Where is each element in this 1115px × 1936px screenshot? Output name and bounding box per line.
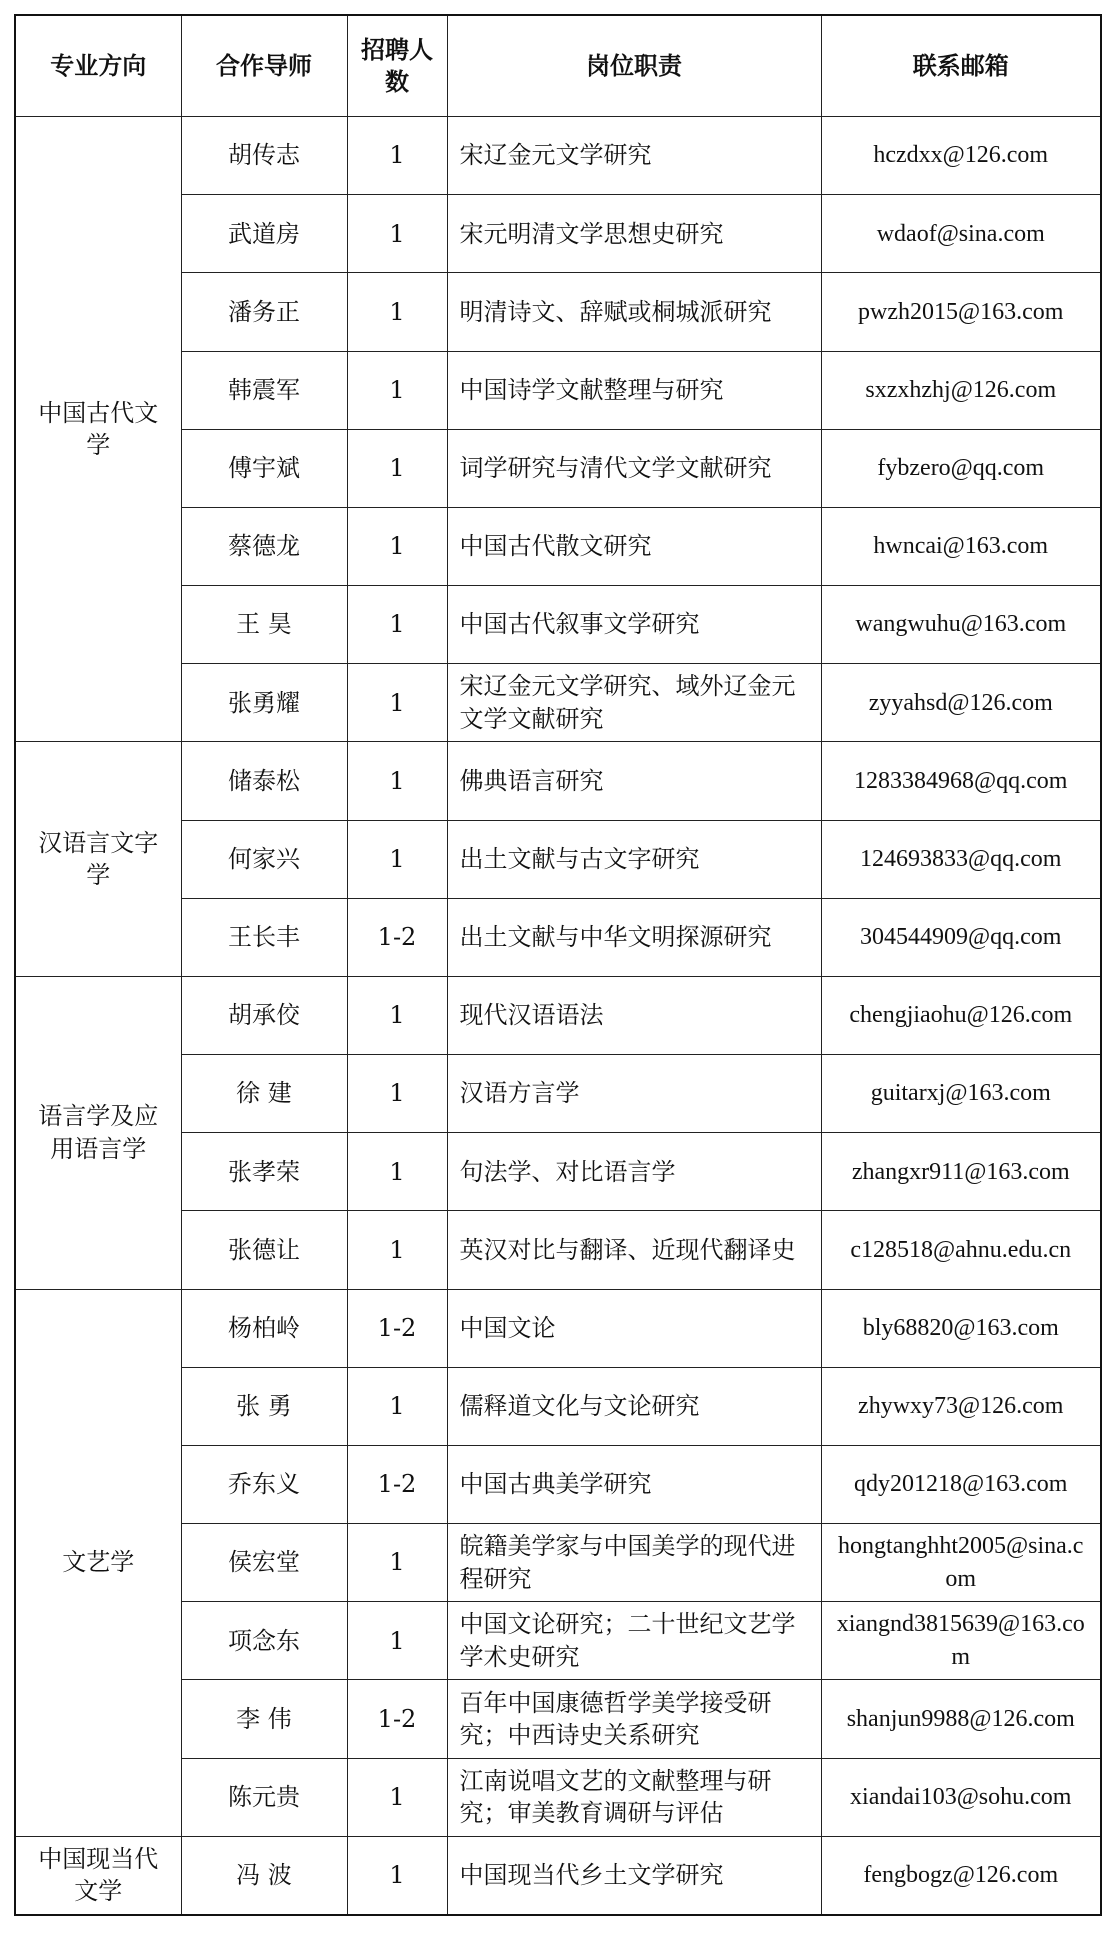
count-cell: 1 (347, 1836, 447, 1915)
mentor-cell: 蔡德龙 (181, 507, 347, 585)
email-cell: fengbogz@126.com (821, 1836, 1101, 1915)
duty-cell: 皖籍美学家与中国美学的现代进程研究 (447, 1524, 821, 1602)
table-row (15, 1836, 1101, 1915)
duty-cell: 中国古代叙事文学研究 (447, 586, 821, 664)
header-mentor: 合作导师 (181, 15, 347, 117)
email-cell: shanjun9988@126.com (821, 1680, 1101, 1758)
duty-cell: 现代汉语语法 (447, 976, 821, 1054)
count-cell: 1-2 (347, 1289, 447, 1367)
major-cell: 语言学及应用语言学 (15, 976, 181, 1289)
mentor-cell: 项念东 (181, 1602, 347, 1680)
mentor-cell: 武道房 (181, 195, 347, 273)
duty-cell: 儒释道文化与文论研究 (447, 1367, 821, 1445)
major-cell: 汉语言文字学 (15, 742, 181, 977)
count-cell: 1-2 (347, 1445, 447, 1523)
duty-cell: 佛典语言研究 (447, 742, 821, 820)
email-cell: hwncai@163.com (821, 507, 1101, 585)
email-cell: c128518@ahnu.edu.cn (821, 1211, 1101, 1289)
duty-cell: 出土文献与中华文明探源研究 (447, 898, 821, 976)
mentor-cell: 张 勇 (181, 1367, 347, 1445)
email-cell: qdy201218@163.com (821, 1445, 1101, 1523)
table-body (15, 117, 1101, 1916)
email-cell: wangwuhu@163.com (821, 586, 1101, 664)
mentor-cell: 储泰松 (181, 742, 347, 820)
mentor-cell: 张勇耀 (181, 664, 347, 742)
email-cell: pwzh2015@163.com (821, 273, 1101, 351)
mentor-cell: 王长丰 (181, 898, 347, 976)
duty-cell: 宋辽金元文学研究、域外辽金元文学文献研究 (447, 664, 821, 742)
major-cell: 中国古代文学 (15, 117, 181, 742)
count-cell: 1-2 (347, 1680, 447, 1758)
count-cell: 1 (347, 586, 447, 664)
mentor-cell: 胡传志 (181, 117, 347, 195)
count-cell: 1 (347, 742, 447, 820)
count-cell: 1 (347, 273, 447, 351)
duty-cell: 宋元明清文学思想史研究 (447, 195, 821, 273)
mentor-cell: 乔东义 (181, 1445, 347, 1523)
count-cell: 1 (347, 351, 447, 429)
email-cell: hczdxx@126.com (821, 117, 1101, 195)
count-cell: 1 (347, 664, 447, 742)
table-row (15, 1289, 1101, 1367)
count-cell: 1 (347, 507, 447, 585)
email-cell: zyyahsd@126.com (821, 664, 1101, 742)
mentor-cell: 侯宏堂 (181, 1524, 347, 1602)
duty-cell: 出土文献与古文字研究 (447, 820, 821, 898)
header-count: 招聘人数 (347, 15, 447, 117)
count-cell: 1 (347, 1211, 447, 1289)
table-row (15, 742, 1101, 820)
mentor-cell: 张孝荣 (181, 1133, 347, 1211)
mentor-cell: 胡承佼 (181, 976, 347, 1054)
header-major: 专业方向 (15, 15, 181, 117)
duty-cell: 明清诗文、辞赋或桐城派研究 (447, 273, 821, 351)
mentor-cell: 徐 建 (181, 1055, 347, 1133)
recruitment-table (14, 14, 1102, 1916)
mentor-cell: 韩震军 (181, 351, 347, 429)
duty-cell: 中国古典美学研究 (447, 1445, 821, 1523)
major-cell: 文艺学 (15, 1289, 181, 1836)
mentor-cell: 杨柏岭 (181, 1289, 347, 1367)
email-cell: sxzxhzhj@126.com (821, 351, 1101, 429)
email-cell: chengjiaohu@126.com (821, 976, 1101, 1054)
duty-cell: 汉语方言学 (447, 1055, 821, 1133)
mentor-cell: 李 伟 (181, 1680, 347, 1758)
email-cell: fybzero@qq.com (821, 429, 1101, 507)
count-cell: 1 (347, 429, 447, 507)
email-cell: zhangxr911@163.com (821, 1133, 1101, 1211)
count-cell: 1-2 (347, 898, 447, 976)
duty-cell: 词学研究与清代文学文献研究 (447, 429, 821, 507)
mentor-cell: 王 昊 (181, 586, 347, 664)
email-cell: bly68820@163.com (821, 1289, 1101, 1367)
count-cell: 1 (347, 195, 447, 273)
count-cell: 1 (347, 1524, 447, 1602)
header-duty: 岗位职责 (447, 15, 821, 117)
count-cell: 1 (347, 1758, 447, 1836)
duty-cell: 江南说唱文艺的文献整理与研究；审美教育调研与评估 (447, 1758, 821, 1836)
duty-cell: 句法学、对比语言学 (447, 1133, 821, 1211)
email-cell: wdaof@sina.com (821, 195, 1101, 273)
count-cell: 1 (347, 1367, 447, 1445)
email-cell: 1283384968@qq.com (821, 742, 1101, 820)
duty-cell: 宋辽金元文学研究 (447, 117, 821, 195)
mentor-cell: 何家兴 (181, 820, 347, 898)
count-cell: 1 (347, 976, 447, 1054)
count-cell: 1 (347, 1602, 447, 1680)
header-row (15, 15, 1101, 117)
duty-cell: 中国文论 (447, 1289, 821, 1367)
mentor-cell: 傅宇斌 (181, 429, 347, 507)
email-cell: guitarxj@163.com (821, 1055, 1101, 1133)
duty-cell: 中国文论研究；二十世纪文艺学学术史研究 (447, 1602, 821, 1680)
table-row (15, 117, 1101, 195)
email-cell: 124693833@qq.com (821, 820, 1101, 898)
count-cell: 1 (347, 117, 447, 195)
mentor-cell: 张德让 (181, 1211, 347, 1289)
count-cell: 1 (347, 820, 447, 898)
mentor-cell: 冯 波 (181, 1836, 347, 1915)
duty-cell: 百年中国康德哲学美学接受研究；中西诗史关系研究 (447, 1680, 821, 1758)
email-cell: 304544909@qq.com (821, 898, 1101, 976)
count-cell: 1 (347, 1133, 447, 1211)
duty-cell: 中国古代散文研究 (447, 507, 821, 585)
count-cell: 1 (347, 1055, 447, 1133)
duty-cell: 中国诗学文献整理与研究 (447, 351, 821, 429)
duty-cell: 英汉对比与翻译、近现代翻译史 (447, 1211, 821, 1289)
email-cell: xiandai103@sohu.com (821, 1758, 1101, 1836)
header-email: 联系邮箱 (821, 15, 1101, 117)
major-cell: 中国现当代文学 (15, 1836, 181, 1915)
mentor-cell: 潘务正 (181, 273, 347, 351)
email-cell: hongtanghht2005@sina.com (821, 1524, 1101, 1602)
email-cell: xiangnd3815639@163.com (821, 1602, 1101, 1680)
email-cell: zhywxy73@126.com (821, 1367, 1101, 1445)
duty-cell: 中国现当代乡土文学研究 (447, 1836, 821, 1915)
table-row (15, 976, 1101, 1054)
mentor-cell: 陈元贵 (181, 1758, 347, 1836)
